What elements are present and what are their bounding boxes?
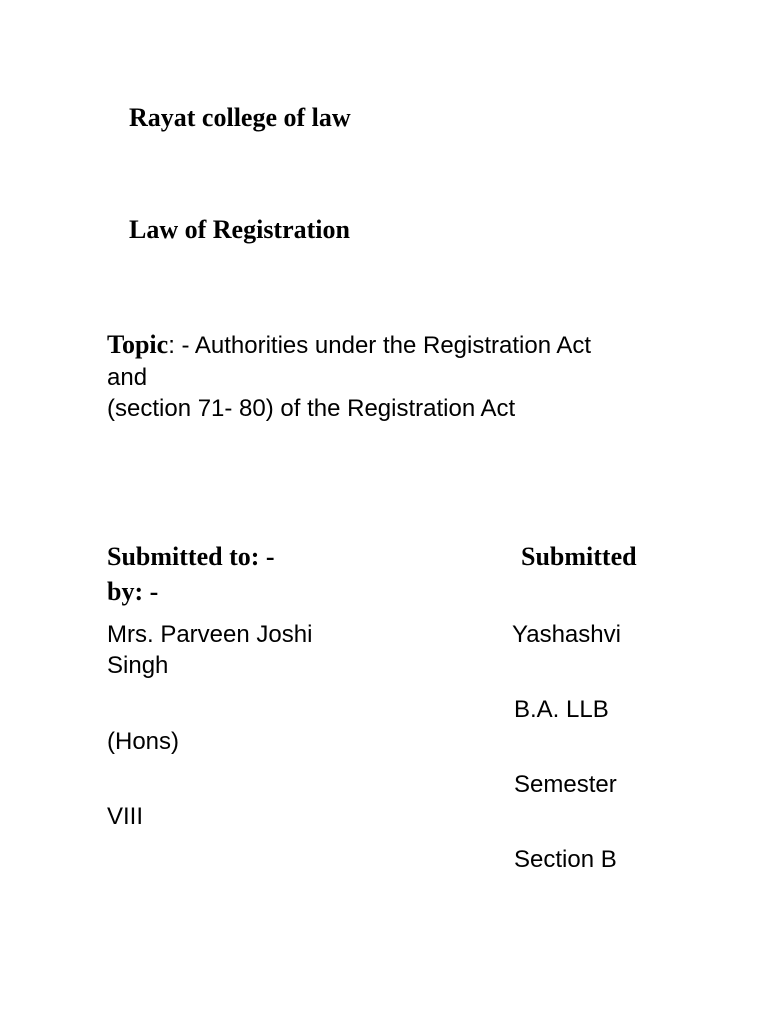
submitted-to-name: Mrs. Parveen Joshi xyxy=(107,621,313,648)
submitted-by-label-part1: Submitted xyxy=(521,542,637,571)
semester-part1: Semester xyxy=(514,771,617,798)
college-name: Rayat college of law xyxy=(129,103,351,132)
course-part1: B.A. LLB xyxy=(514,696,609,723)
topic-text: : - Authorities under the Registration Act xyxy=(168,332,592,359)
topic-label: Topic xyxy=(107,330,169,359)
section-label: Section B xyxy=(514,846,617,873)
submitted-to-label: Submitted to: - xyxy=(107,542,275,571)
semester-part2: VIII xyxy=(107,803,144,830)
course-part2: (Hons) xyxy=(107,728,180,755)
topic-line-2: and xyxy=(107,364,148,391)
submitted-by-name-part1: Yashashvi xyxy=(512,621,621,648)
subject-title: Law of Registration xyxy=(129,215,350,244)
topic-line-1 xyxy=(107,332,591,358)
submitted-by-name-part2: Singh xyxy=(107,652,169,679)
topic-line-3: (section 71- 80) of the Registration Act xyxy=(107,395,516,422)
submitted-by-label-part2: by: - xyxy=(107,577,159,606)
